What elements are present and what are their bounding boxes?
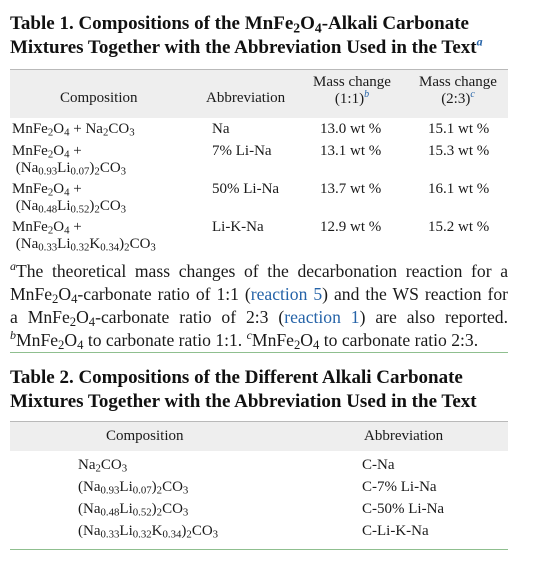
footnote-text: to carbonate ratio 1:1. <box>83 330 247 350</box>
footnote-text: MnFe <box>16 330 59 350</box>
table1-row-abbreviation: 50% Li-Na <box>212 181 280 197</box>
footnote-line <box>10 260 508 283</box>
table2-row-abbreviation: C-Li-K-Na <box>362 523 429 539</box>
table2-row-abbreviation: C-50% Li-Na <box>362 501 445 517</box>
footnote-marker: c <box>246 328 252 343</box>
header-label: Mass change <box>313 74 391 90</box>
footnote-text: a MnFe <box>10 307 70 327</box>
footnote-marker: b <box>10 328 16 343</box>
table2-row-composition: $Na_2CO_3$ <box>78 457 128 475</box>
reaction-1-link[interactable]: reaction 1 <box>284 307 360 327</box>
footnote-line: $MnFe_2O_4$-carbonate ratio of 1:1 (reaction 5) and the WS reaction for <box>10 284 508 307</box>
table1-row-mass-1-1: 12.9 wt % <box>320 219 382 235</box>
table1-header-abbreviation: Abbreviation <box>206 90 286 106</box>
footnote-line: $^bMnFe_2O_4$ to carbonate ratio 1:1. $^cMnFe_2O_4$ to carbonate ratio 2:3. <box>10 328 479 353</box>
footnote-b-link[interactable]: b <box>364 89 370 100</box>
subscript: 2 <box>293 20 301 36</box>
table1-header-composition: Composition <box>60 90 138 106</box>
footnote-text: ) and the WS reaction for <box>322 284 508 304</box>
header-label: Mass change <box>419 74 497 90</box>
table1-bottom-rule <box>10 352 508 353</box>
table1-row-mass-1-1: 13.0 wt % <box>320 121 382 137</box>
table1-footnotes <box>10 260 508 352</box>
footnote-text: O <box>300 330 314 350</box>
table1-row-composition: $MnFe_2O_4$ + $(Na_{0.93}Li_{0.07})_2CO_3$ <box>12 143 127 178</box>
header-label: (2:3) <box>441 91 471 107</box>
table1-row-composition: $MnFe_2O_4$ + $(Na_{0.48}Li_{0.52})_2CO_3$ <box>12 181 127 216</box>
table1-row-abbreviation: 7% Li-Na <box>212 143 272 159</box>
table1-row-composition: $MnFe_2O_4$ + $(Na_{0.33}Li_{0.32}K_{0.34})_2CO_3$ <box>12 219 156 254</box>
footnote-text: ) are also reported. <box>359 307 508 327</box>
table1-row-mass-2-3: 16.1 wt % <box>428 181 490 197</box>
header-label: (1:1) <box>334 91 365 107</box>
table1-title-text: -Alkali Carbonate <box>321 13 469 34</box>
table1-row-composition: $MnFe_2O_4 + Na_2CO_3$ <box>12 121 135 139</box>
table1-row-mass-2-3: 15.1 wt % <box>428 121 490 137</box>
footnote-text: O <box>76 307 89 327</box>
footnote-text: -carbonate ratio of 1:1 ( <box>77 284 251 304</box>
table2-row-composition: $(Na_{0.33}Li_{0.32}K_{0.34})_2CO_3$ <box>78 523 219 541</box>
table1-header-mass-change-2-3 <box>410 74 506 108</box>
table1-title-text: Mixtures Together with the Abbreviation Used in the Text <box>10 37 477 58</box>
footnote-c-link[interactable]: c <box>470 89 475 100</box>
table1-row-abbreviation: Li-K-Na <box>212 219 264 235</box>
table1-title <box>10 12 530 60</box>
reaction-5-link[interactable]: reaction 5 <box>250 284 323 304</box>
footnote-a-link[interactable]: a <box>476 34 483 49</box>
table1-row-mass-1-1: 13.7 wt % <box>320 181 382 197</box>
table2-header-composition: Composition <box>106 428 184 444</box>
table1-row-mass-2-3: 15.3 wt % <box>428 143 490 159</box>
footnote-line: a $MnFe_2O_4$-carbonate ratio of 2:3 (reaction 1) are also reported. <box>10 307 508 330</box>
table2-title-text: Table 2. Compositions of the Different Alkali Carbonate <box>10 367 463 388</box>
table1-row-mass-2-3: 15.2 wt % <box>428 219 490 235</box>
table2-title <box>10 366 530 414</box>
table1-title-text: O <box>300 13 315 34</box>
footnote-text: O <box>58 284 72 304</box>
footnote-text: MnFe <box>251 330 294 350</box>
footnote-text: O <box>64 330 78 350</box>
table1-title-text: Table 1. Compositions of the MnFe <box>10 13 294 34</box>
footnote-marker: a <box>10 259 16 274</box>
table2-row-abbreviation: C-7% Li-Na <box>362 479 437 495</box>
subscript: 4 <box>314 20 322 36</box>
footnote-text: The theoretical mass changes of the decarbonation reaction for a <box>16 261 508 281</box>
table1-header-mass-change-1-1 <box>304 74 400 108</box>
table2-row-composition: $(Na_{0.93}Li_{0.07})_2CO_3$ <box>78 479 189 497</box>
table1-row-mass-1-1: 13.1 wt % <box>320 143 382 159</box>
table2-row-composition: $(Na_{0.48}Li_{0.52})_2CO_3$ <box>78 501 189 519</box>
table2-row-abbreviation: C-Na <box>362 457 395 473</box>
table2-title-text: Mixtures Together with the Abbreviation Used in the Text <box>10 391 477 412</box>
footnote-text: to carbonate ratio 2:3. <box>319 330 479 350</box>
table1-row-abbreviation: Na <box>212 121 230 137</box>
table2-header-abbreviation: Abbreviation <box>364 428 444 444</box>
footnote-text: MnFe <box>10 284 53 304</box>
footnote-text: -carbonate ratio of 2:3 ( <box>95 307 285 327</box>
table2-bottom-rule <box>10 549 508 550</box>
